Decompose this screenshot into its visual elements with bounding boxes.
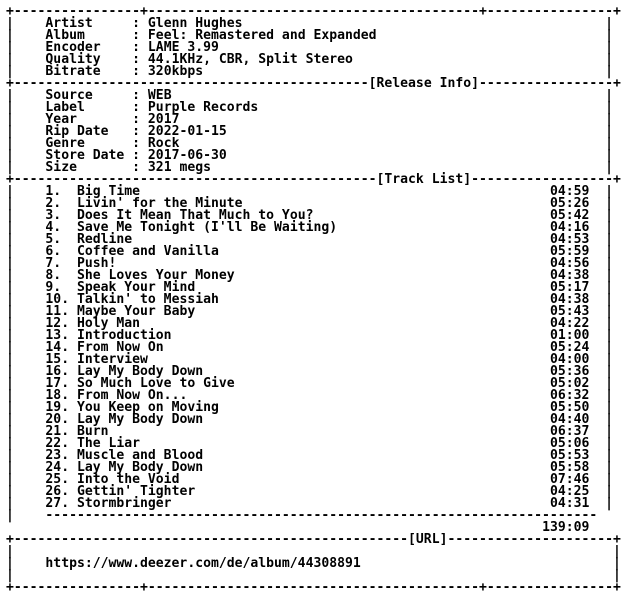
track-number: 26. <box>45 484 77 499</box>
total-duration: 139:09 <box>542 520 590 535</box>
track-row: | 6. Coffee and Vanilla 05:59 | <box>6 244 614 259</box>
track-title: Holy Man <box>76 316 141 331</box>
track-row: | 11. Maybe Your Baby 05:43 | <box>6 304 614 319</box>
track-title: She Loves Your Money <box>76 268 235 283</box>
track-row: | 8. She Loves Your Money 04:38 | <box>6 268 614 283</box>
info-row: | Rip Date : 2022-01-15 | <box>6 124 614 139</box>
track-number: 15. <box>45 352 77 367</box>
track-number: 13. <box>45 328 77 343</box>
info-value: Feel: Remastered and Expanded <box>147 28 377 43</box>
track-duration: 05:17 <box>549 280 590 295</box>
track-duration: 04:40 <box>549 412 590 427</box>
url-row: | https://www.deezer.com/de/album/44308891 | <box>6 556 621 571</box>
track-duration: 04:25 <box>549 484 590 499</box>
track-row: | 16. Lay My Body Down 05:36 | <box>6 364 614 379</box>
info-value: 320kbps <box>147 64 204 79</box>
track-row: | 1. Big Time 04:59 | <box>6 184 614 199</box>
track-title: So Much Love to Give <box>76 376 235 391</box>
info-value: 44.1KHz, CBR, Split Stereo <box>147 52 353 67</box>
track-row: | 9. Speak Your Mind 05:17 | <box>6 280 614 295</box>
track-number: 24. <box>45 460 77 475</box>
track-title: Muscle and Blood <box>76 448 204 463</box>
track-number: 12. <box>45 316 77 331</box>
track-number: 8. <box>45 268 77 283</box>
info-row: | Label : Purple Records | <box>6 100 614 115</box>
track-duration: 05:06 <box>549 436 590 451</box>
total-divider: | ---------------------------------------------------------------------- <box>6 508 621 523</box>
track-duration: 06:37 <box>549 424 590 439</box>
info-label: Artist <box>45 16 133 31</box>
info-value: 321 megs <box>147 160 211 175</box>
info-value: Purple Records <box>147 100 259 115</box>
track-row: | 4. Save Me Tonight (I'll Be Waiting) 04:16 | <box>6 220 614 235</box>
track-duration: 05:43 <box>549 304 590 319</box>
track-number: 5. <box>45 232 77 247</box>
track-row: | 25. Into the Void 07:46 | <box>6 472 614 487</box>
track-row: | 7. Push! 04:56 | <box>6 256 614 271</box>
track-duration: 04:31 <box>549 496 590 511</box>
info-value: WEB <box>147 88 172 103</box>
nfo-document <box>6 6 621 594</box>
track-number: 19. <box>45 400 77 415</box>
track-number: 14. <box>45 340 77 355</box>
track-title: From Now On... <box>76 388 188 403</box>
track-duration: 04:53 <box>549 232 590 247</box>
track-number: 7. <box>45 256 77 271</box>
track-row: | 2. Livin' for the Minute 05:26 | <box>6 196 614 211</box>
info-label: Rip Date <box>45 124 133 139</box>
info-row: | Bitrate : 320kbps | <box>6 64 614 79</box>
track-number: 9. <box>45 280 77 295</box>
track-title: Save Me Tonight (I'll Be Waiting) <box>76 220 338 235</box>
bottom-border: +----------------+------------------------------------------+----------------+ <box>6 580 621 595</box>
track-row: | 12. Holy Man 04:22 | <box>6 316 614 331</box>
track-duration: 04:38 <box>549 268 590 283</box>
track-number: 20. <box>45 412 77 427</box>
track-number: 1. <box>45 184 77 199</box>
track-number: 6. <box>45 244 77 259</box>
blank-row: | | <box>6 568 621 583</box>
track-duration: 07:46 <box>549 472 590 487</box>
info-value: 2022-01-15 <box>147 124 227 139</box>
track-number: 11. <box>45 304 77 319</box>
track-row: | 10. Talkin' to Messiah 04:38 | <box>6 292 614 307</box>
track-list-border: +----------------------------------------------[Track List]------------------+ <box>6 172 621 187</box>
track-title: Lay My Body Down <box>76 460 204 475</box>
track-row: | 17. So Much Love to Give 05:02 | <box>6 376 614 391</box>
release-info-border: +---------------------------------------------[Release Info]-----------------+ <box>6 76 621 91</box>
info-label: Quality <box>45 52 133 67</box>
track-title: The Liar <box>76 436 141 451</box>
info-label: Size <box>45 160 133 175</box>
section-title: Release Info <box>376 76 472 91</box>
track-row: | 23. Muscle and Blood 05:53 | <box>6 448 614 463</box>
info-row: | Quality : 44.1KHz, CBR, Split Stereo | <box>6 52 614 67</box>
track-title: Introduction <box>76 328 172 343</box>
track-row: | 3. Does It Mean That Much to You? 05:42 | <box>6 208 614 223</box>
track-duration: 04:38 <box>549 292 590 307</box>
track-duration: 05:36 <box>549 364 590 379</box>
track-title: Talkin' to Messiah <box>76 292 219 307</box>
info-row: | Album : Feel: Remastered and Expanded | <box>6 28 614 43</box>
track-duration: 04:59 <box>549 184 590 199</box>
track-duration: 06:32 <box>549 388 590 403</box>
track-title: Maybe Your Baby <box>76 304 196 319</box>
track-row: | 19. You Keep on Moving 05:50 | <box>6 400 614 415</box>
track-row: | 26. Gettin' Tighter 04:25 | <box>6 484 614 499</box>
track-duration: 04:56 <box>549 256 590 271</box>
track-duration: 05:02 <box>549 376 590 391</box>
section-title: Track List <box>384 172 464 187</box>
track-title: Gettin' Tighter <box>76 484 196 499</box>
top-border: +----------------+------------------------------------------+----------------+ <box>6 4 621 19</box>
track-duration: 05:53 <box>549 448 590 463</box>
url-border: +--------------------------------------------------[URL]---------------------+ <box>6 532 621 547</box>
track-title: Livin' for the Minute <box>76 196 243 211</box>
track-duration: 05:26 <box>549 196 590 211</box>
track-duration: 05:24 <box>549 340 590 355</box>
info-row: | Genre : Rock | <box>6 136 614 151</box>
track-row: | 14. From Now On 05:24 | <box>6 340 614 355</box>
info-value: 2017-06-30 <box>147 148 227 163</box>
blank-row: | | <box>6 544 621 559</box>
track-number: 17. <box>45 376 77 391</box>
track-number: 18. <box>45 388 77 403</box>
track-row: | 27. Stormbringer 04:31 | <box>6 496 614 511</box>
track-row: | 22. The Liar 05:06 | <box>6 436 614 451</box>
track-duration: 04:16 <box>549 220 590 235</box>
track-title: Redline <box>76 232 133 247</box>
track-duration: 05:59 <box>549 244 590 259</box>
info-row: | Size : 321 megs | <box>6 160 614 175</box>
track-number: 25. <box>45 472 77 487</box>
track-duration: 05:42 <box>549 208 590 223</box>
track-title: Big Time <box>76 184 141 199</box>
track-row: | 20. Lay My Body Down 04:40 | <box>6 412 614 427</box>
track-number: 22. <box>45 436 77 451</box>
url-link[interactable]: https://www.deezer.com/de/album/44308891 <box>45 556 361 571</box>
track-title: Push! <box>76 256 117 271</box>
track-title: Coffee and Vanilla <box>76 244 219 259</box>
track-row: | 13. Introduction 01:00 | <box>6 328 614 343</box>
track-title: Into the Void <box>76 472 180 487</box>
track-title: Burn <box>76 424 109 439</box>
track-row: | 18. From Now On... 06:32 | <box>6 388 614 403</box>
track-duration: 05:58 <box>549 460 590 475</box>
track-duration: 05:50 <box>549 400 590 415</box>
track-duration: 01:00 <box>549 328 590 343</box>
info-label: Album <box>45 28 133 43</box>
section-title: URL <box>415 532 440 547</box>
track-number: 3. <box>45 208 77 223</box>
info-label: Bitrate <box>45 64 133 79</box>
track-title: You Keep on Moving <box>76 400 219 415</box>
track-title: From Now On <box>76 340 164 355</box>
track-row: | 21. Burn 06:37 | <box>6 424 614 439</box>
track-title: Lay My Body Down <box>76 364 204 379</box>
info-value: LAME 3.99 <box>147 40 219 55</box>
info-row: | Year : 2017 | <box>6 112 614 127</box>
track-row: | 24. Lay My Body Down 05:58 | <box>6 460 614 475</box>
info-label: Genre <box>45 136 133 151</box>
info-label: Source <box>45 88 133 103</box>
track-number: 10. <box>45 292 77 307</box>
track-number: 4. <box>45 220 77 235</box>
info-row: | Source : WEB | <box>6 88 614 103</box>
track-row: | 15. Interview 04:00 | <box>6 352 614 367</box>
track-title: Speak Your Mind <box>76 280 196 295</box>
info-row: | Store Date : 2017-06-30 | <box>6 148 614 163</box>
track-number: 21. <box>45 424 77 439</box>
info-row: | Encoder : LAME 3.99 | <box>6 40 614 55</box>
track-row: | 5. Redline 04:53 | <box>6 232 614 247</box>
info-value: Rock <box>147 136 180 151</box>
track-title: Lay My Body Down <box>76 412 204 427</box>
info-label: Year <box>45 112 133 127</box>
info-value: 2017 <box>147 112 180 127</box>
track-number: 27. <box>45 496 77 511</box>
info-value: Glenn Hughes <box>147 16 243 31</box>
track-title: Stormbringer <box>76 496 172 511</box>
track-duration: 04:22 <box>549 316 590 331</box>
info-label: Encoder <box>45 40 133 55</box>
track-duration: 04:00 <box>549 352 590 367</box>
info-label: Store Date <box>45 148 133 163</box>
track-title: Does It Mean That Much to You? <box>76 208 314 223</box>
info-row: | Artist : Glenn Hughes | <box>6 16 614 31</box>
track-number: 16. <box>45 364 77 379</box>
track-title: Interview <box>76 352 148 367</box>
track-number: 23. <box>45 448 77 463</box>
info-label: Label <box>45 100 133 115</box>
track-number: 2. <box>45 196 77 211</box>
